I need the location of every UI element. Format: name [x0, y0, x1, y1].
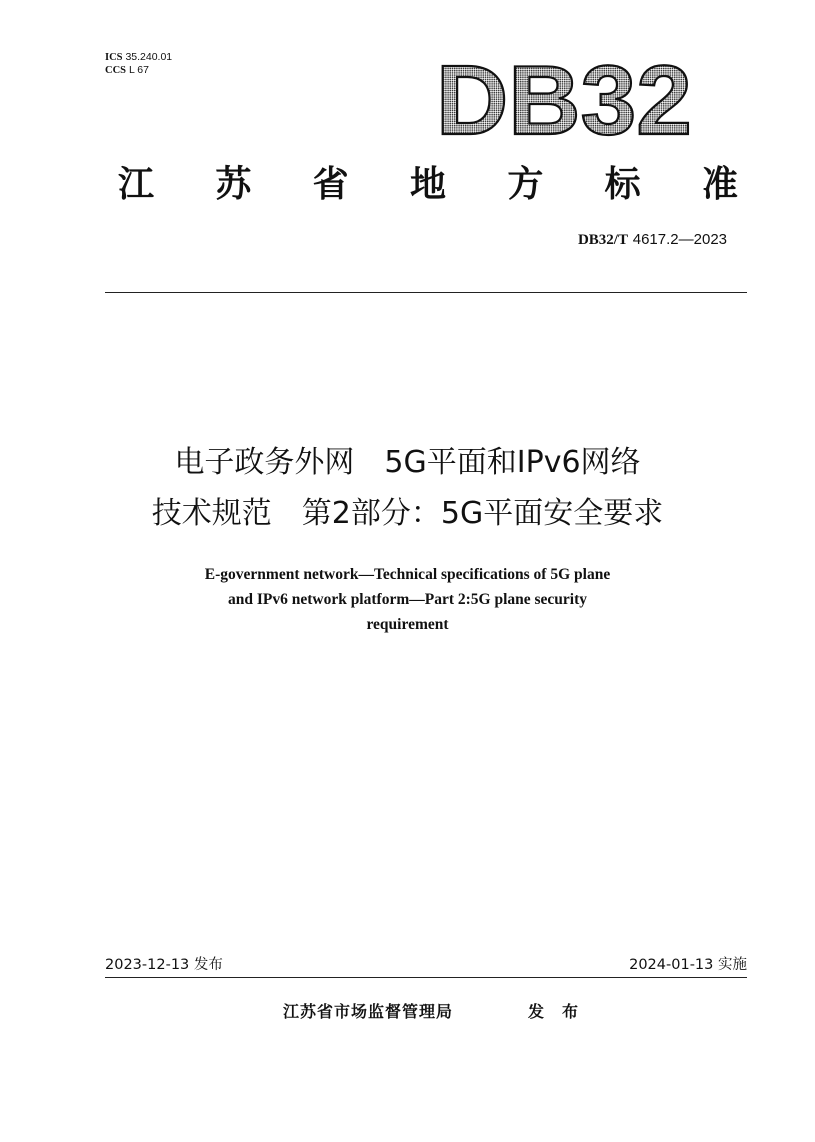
ics-value: 35.240.01 [125, 51, 173, 63]
title-en-line1: E-government network—Technical specifications of 5G plane [204, 566, 611, 583]
ccs-label: CCS [105, 65, 127, 76]
standard-type-char: 江 [118, 164, 155, 205]
title-en-line3: requirement [366, 616, 449, 633]
db32-logo [436, 52, 694, 142]
ics-label: ICS [105, 52, 123, 63]
title-cn-line1: 电子政务外网 5G平面和IPv6网络 [174, 445, 641, 480]
title-en-line2: and IPv6 network platform—Part 2:5G plane security [227, 591, 588, 608]
ccs-line [105, 64, 172, 77]
classification-codes [105, 51, 172, 77]
standard-number-prefix: DB32/T [577, 232, 628, 248]
db32-logo-text: DB32 [436, 52, 692, 142]
standard-type-char: 苏 [215, 164, 252, 205]
standard-type-title [118, 160, 738, 210]
top-divider [105, 292, 747, 293]
issuer-name: 江苏省市场监督管理局 [283, 1002, 454, 1021]
ccs-value: L 67 [128, 64, 149, 76]
standard-number [578, 229, 727, 250]
bottom-divider [105, 977, 747, 978]
issue-date: 2023-12-13 发布 [105, 957, 223, 973]
standard-type-char: 省 [312, 164, 349, 205]
issuer-action: 发布 [528, 1002, 597, 1021]
standard-number-value: 4617.2—2023 [632, 231, 727, 248]
ics-line [105, 51, 172, 64]
implementation-date: 2024-01-13 实施 [629, 957, 747, 973]
standard-type-char: 标 [604, 164, 641, 205]
standard-type-char: 方 [507, 164, 544, 205]
standard-type-char: 地 [409, 164, 446, 205]
standard-type-char: 准 [701, 164, 738, 205]
title-cn-line2: 技术规范 第2部分：5G平面安全要求 [151, 496, 664, 531]
